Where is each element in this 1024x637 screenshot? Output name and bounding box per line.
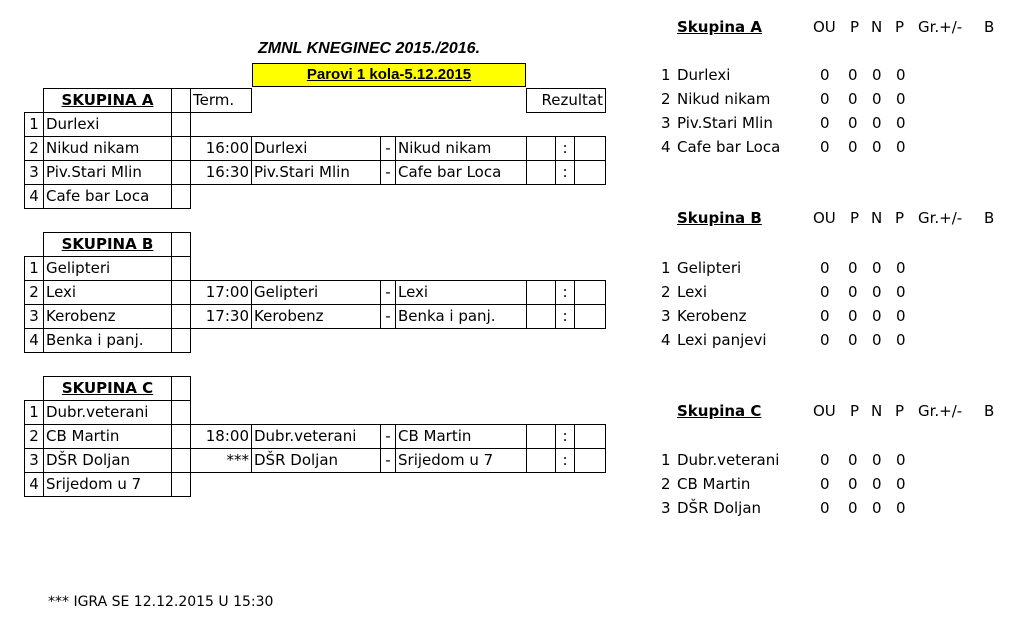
team-number: 1: [24, 112, 44, 137]
standings-column-header: N: [871, 402, 883, 420]
standings-column-header: P: [850, 209, 860, 227]
standings-p2: 0: [896, 283, 906, 301]
standings-column-header: OU: [813, 402, 836, 420]
match-home: Gelipteri: [251, 280, 381, 305]
standings-team: Lexi panjevi: [677, 331, 767, 349]
standings-p: 0: [848, 283, 858, 301]
standings-n: 0: [872, 331, 882, 349]
standings-rank: 3: [661, 307, 671, 325]
standings-column-header: P: [895, 18, 905, 36]
match-home: Durlexi: [251, 136, 381, 161]
standings-team: Gelipteri: [677, 259, 742, 277]
team-number: 2: [24, 280, 44, 305]
score-separator: :: [555, 304, 575, 329]
standings-n: 0: [872, 138, 882, 156]
standings-n: 0: [872, 114, 882, 132]
standings-team: Piv.Stari Mlin: [677, 114, 773, 132]
match-home: DŠR Doljan: [251, 448, 381, 473]
match-dash: -: [380, 136, 396, 161]
standings-p2: 0: [896, 114, 906, 132]
match-dash: -: [380, 304, 396, 329]
standings-p: 0: [848, 114, 858, 132]
standings-p2: 0: [896, 259, 906, 277]
standings-p: 0: [848, 90, 858, 108]
standings-rank: 3: [661, 114, 671, 132]
team-number: 2: [24, 136, 44, 161]
group-name: SKUPINA A: [61, 91, 154, 109]
team-number: 4: [24, 184, 44, 209]
team-name: Durlexi: [43, 112, 172, 137]
standings-p2: 0: [896, 66, 906, 84]
standings-rank: 2: [661, 475, 671, 493]
group-header: [43, 232, 172, 257]
footnote: *** IGRA SE 12.12.2015 U 15:30: [48, 594, 274, 610]
match-away: Srijedom u 7: [395, 448, 527, 473]
team-name: Gelipteri: [43, 256, 172, 281]
standings-p: 0: [848, 475, 858, 493]
standings-ou: 0: [820, 451, 830, 469]
standings-team: DŠR Doljan: [677, 499, 762, 517]
standings-column-header: Gr.+/-: [918, 402, 963, 420]
standings-n: 0: [872, 66, 882, 84]
standings-column-header: Gr.+/-: [918, 18, 963, 36]
match-home: Dubr.veterani: [251, 424, 381, 449]
standings-n: 0: [872, 475, 882, 493]
team-name: CB Martin: [43, 424, 172, 449]
standings-ou: 0: [820, 475, 830, 493]
match-away: Benka i panj.: [395, 304, 527, 329]
team-name: Piv.Stari Mlin: [43, 160, 172, 185]
team-number: 3: [24, 160, 44, 185]
team-extra: [171, 424, 191, 449]
standings-ou: 0: [820, 259, 830, 277]
score-separator: :: [555, 280, 575, 305]
standings-ou: 0: [820, 499, 830, 517]
result-header: Rezultat: [526, 88, 606, 113]
score-separator: :: [555, 424, 575, 449]
standings-rank: 1: [661, 66, 671, 84]
standings-p2: 0: [896, 475, 906, 493]
score-home: [526, 160, 556, 185]
team-number: 2: [24, 424, 44, 449]
standings-ou: 0: [820, 114, 830, 132]
standings-p2: 0: [896, 307, 906, 325]
standings-column-header: OU: [813, 209, 836, 227]
standings-ou: 0: [820, 307, 830, 325]
standings-row: [0, 328, 1024, 352]
standings-row: [0, 135, 1024, 159]
standings-row: [0, 111, 1024, 135]
match-dash: -: [380, 280, 396, 305]
standings-rank: 3: [661, 499, 671, 517]
team-name: Srijedom u 7: [43, 472, 172, 497]
match-dash: -: [380, 424, 396, 449]
standings-header: [0, 18, 1024, 40]
standings-row: [0, 304, 1024, 328]
standings-ou: 0: [820, 66, 830, 84]
standings-column-header: N: [871, 18, 883, 36]
match-time: 17:30: [190, 304, 252, 329]
standings-column-header: OU: [813, 18, 836, 36]
standings-ou: 0: [820, 138, 830, 156]
score-home: [526, 424, 556, 449]
standings-p: 0: [848, 138, 858, 156]
standings-team: Lexi: [677, 283, 708, 301]
standings-column-header: P: [895, 402, 905, 420]
standings-column-header: P: [895, 209, 905, 227]
group-header: [43, 376, 172, 401]
standings-n: 0: [872, 259, 882, 277]
group-name: SKUPINA C: [61, 379, 154, 397]
standings-p2: 0: [896, 451, 906, 469]
match-away: Nikud nikam: [395, 136, 527, 161]
standings-column-header: B: [984, 402, 995, 420]
standings-ou: 0: [820, 90, 830, 108]
standings-n: 0: [872, 307, 882, 325]
standings-column-header: P: [850, 18, 860, 36]
team-extra: [171, 184, 191, 209]
standings-column-header: P: [850, 402, 860, 420]
standings-p2: 0: [896, 138, 906, 156]
match-time: 16:00: [190, 136, 252, 161]
standings-row: [0, 87, 1024, 111]
standings-column-header: B: [984, 209, 995, 227]
team-name: DŠR Doljan: [43, 448, 172, 473]
page-title: ZMNL KNEGINEC 2015./2016.: [258, 40, 481, 57]
term-header: Term.: [190, 88, 252, 113]
group-header-blank: [171, 232, 191, 257]
standings-rank: 1: [661, 259, 671, 277]
team-extra: [171, 160, 191, 185]
standings-row: [0, 256, 1024, 280]
standings-p: 0: [848, 499, 858, 517]
team-number: 3: [24, 448, 44, 473]
match-dash: -: [380, 448, 396, 473]
score-away: [574, 424, 606, 449]
standings-team: Dubr.veterani: [677, 451, 780, 469]
standings-p: 0: [848, 451, 858, 469]
standings-n: 0: [872, 499, 882, 517]
standings-team: Kerobenz: [677, 307, 747, 325]
standings-p2: 0: [896, 499, 906, 517]
standings-team: Cafe bar Loca: [677, 138, 781, 156]
match-away: Lexi: [395, 280, 527, 305]
standings-rank: 1: [661, 451, 671, 469]
team-name: Lexi: [43, 280, 172, 305]
standings-n: 0: [872, 283, 882, 301]
standings-team: Durlexi: [677, 66, 731, 84]
team-number: 3: [24, 304, 44, 329]
standings-n: 0: [872, 90, 882, 108]
match-time: 17:00: [190, 280, 252, 305]
team-number: 4: [24, 472, 44, 497]
score-separator: :: [555, 136, 575, 161]
group-name: SKUPINA B: [61, 235, 154, 253]
standings-header: [0, 209, 1024, 231]
match-home: Piv.Stari Mlin: [251, 160, 381, 185]
standings-p: 0: [848, 66, 858, 84]
standings-p2: 0: [896, 90, 906, 108]
round-label-text: Parovi 1 kola-5.12.2015: [306, 66, 472, 83]
match-time: 18:00: [190, 424, 252, 449]
standings-ou: 0: [820, 283, 830, 301]
standings-column-header: Gr.+/-: [918, 209, 963, 227]
standings-rank: 2: [661, 90, 671, 108]
standings-column-header: N: [871, 209, 883, 227]
standings-ou: 0: [820, 331, 830, 349]
standings-header: [0, 402, 1024, 424]
standings-group-name: Skupina B: [677, 209, 762, 227]
standings-team: CB Martin: [677, 475, 751, 493]
standings-rank: 2: [661, 283, 671, 301]
team-number: 1: [24, 256, 44, 281]
score-away: [574, 160, 606, 185]
score-separator: :: [555, 448, 575, 473]
standings-row: [0, 63, 1024, 87]
standings-row: [0, 280, 1024, 304]
team-name: Dubr.veterani: [43, 400, 172, 425]
match-away: Cafe bar Loca: [395, 160, 527, 185]
standings-group-name: Skupina A: [677, 18, 762, 36]
standings-rank: 4: [661, 138, 671, 156]
standings-n: 0: [872, 451, 882, 469]
standings-row: [0, 472, 1024, 496]
standings-team: Nikud nikam: [677, 90, 771, 108]
match-time: 16:30: [190, 160, 252, 185]
standings-column-header: B: [984, 18, 995, 36]
match-away: CB Martin: [395, 424, 527, 449]
team-name: Kerobenz: [43, 304, 172, 329]
score-separator: :: [555, 160, 575, 185]
standings-group-name: Skupina C: [677, 402, 762, 420]
standings-row: [0, 496, 1024, 520]
team-number: 4: [24, 328, 44, 353]
match-home: Kerobenz: [251, 304, 381, 329]
match-dash: -: [380, 160, 396, 185]
match-time: ***: [190, 448, 252, 473]
group-header-blank: [171, 376, 191, 401]
standings-row: [0, 448, 1024, 472]
team-name: Nikud nikam: [43, 136, 172, 161]
team-name: Benka i panj.: [43, 328, 172, 353]
standings-p: 0: [848, 331, 858, 349]
team-number: 1: [24, 400, 44, 425]
team-name: Cafe bar Loca: [43, 184, 172, 209]
standings-p2: 0: [896, 331, 906, 349]
standings-p: 0: [848, 259, 858, 277]
standings-p: 0: [848, 307, 858, 325]
standings-rank: 4: [661, 331, 671, 349]
